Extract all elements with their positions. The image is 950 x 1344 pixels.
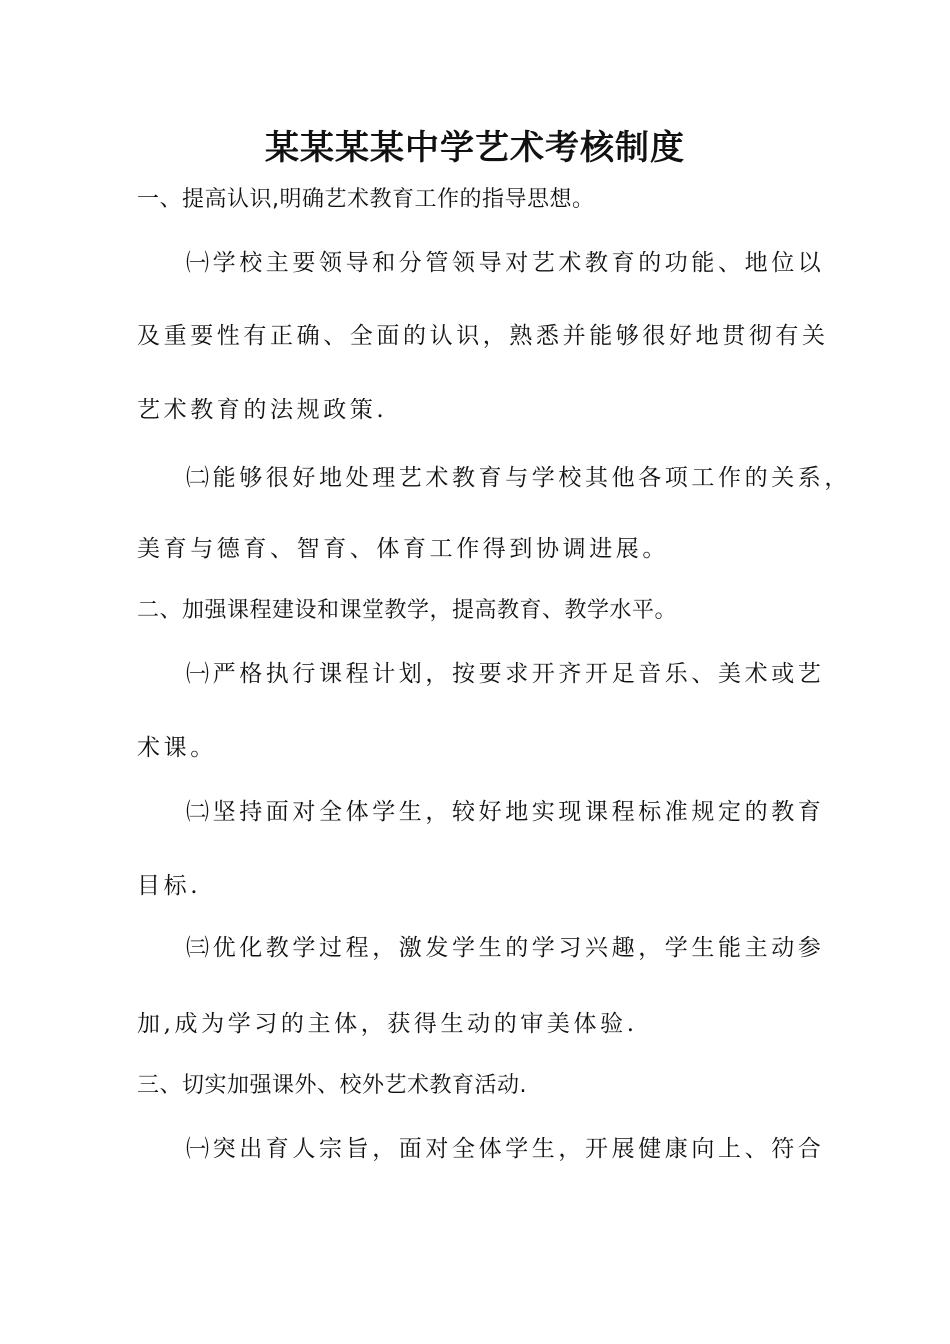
section-heading-2: 二、加强课程建设和课堂教学，提高教育、教学水平。: [137, 598, 678, 623]
paragraph-line: 目标.: [137, 873, 202, 899]
paragraph-line: 艺术教育的法规政策.: [137, 397, 388, 423]
section-heading-3: 三、切实加强课外、校外艺术教育活动.: [137, 1073, 527, 1098]
section-heading-1: 一、提高认识,明确艺术教育工作的指导思想。: [137, 187, 595, 212]
paragraph-line: 加,成为学习的主体，获得生动的审美体验.: [137, 1011, 638, 1037]
document-title: 某某某某中学艺术考核制度: [265, 128, 685, 168]
paragraph-line: 术课。: [137, 735, 217, 761]
paragraph-line: ㈢优化教学过程，激发学生的学习兴趣，学生能主动参: [186, 935, 825, 961]
paragraph-line: ㈠突出育人宗旨，面对全体学生，开展健康向上、符合: [186, 1136, 825, 1162]
paragraph-line: ㈡能够很好地处理艺术教育与学校其他各项工作的关系，: [186, 465, 851, 491]
paragraph-line: ㈠严格执行课程计划，按要求开齐开足音乐、美术或艺: [186, 661, 825, 687]
paragraph-line: ㈡坚持面对全体学生，较好地实现课程标准规定的教育: [186, 799, 825, 825]
paragraph-line: ㈠学校主要领导和分管领导对艺术教育的功能、地位以: [186, 250, 825, 276]
paragraph-line: 美育与德育、智育、体育工作得到协调进展。: [137, 536, 669, 562]
paragraph-line: 及重要性有正确、全面的认识，熟悉并能够很好地贯彻有关: [137, 323, 829, 349]
